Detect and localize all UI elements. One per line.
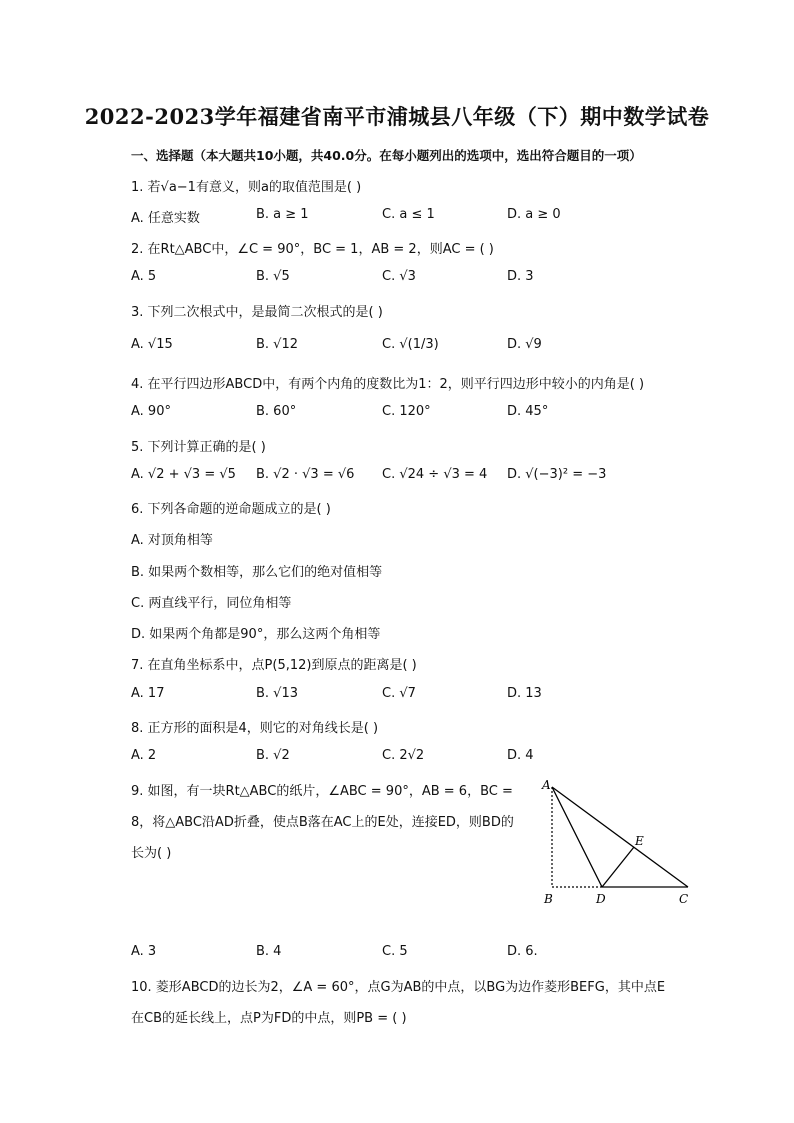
q4-option-a: A. 90° [131,404,171,419]
label-e: E [635,834,644,848]
segment-de [602,847,634,887]
q1-option-c: C. a ≤ 1 [382,207,435,222]
q4-option-c: C. 120° [382,404,431,419]
question-7-stem: 7. 在直角坐标系中，点P(5,12)到原点的距离是( ) [131,658,417,673]
question-9-line-2: 8，将△ABC沿AD折叠，使点B落在AC上的E处，连接ED，则BD的 [131,815,514,830]
q9-option-d: D. 6. [507,944,538,959]
q6-option-a: A. 对顶角相等 [131,533,213,548]
q8-option-b: B. √2 [256,748,290,763]
question-4-stem: 4. 在平行四边形ABCD中，有两个内角的度数比为1：2，则平行四边形中较小的内角是( ) [131,377,645,392]
question-8-stem: 8. 正方形的面积是4，则它的对角线长是( ) [131,721,379,736]
segment-ad [552,787,602,887]
question-1-stem: 1. 若√a−1有意义，则a的取值范围是( ) [131,180,362,195]
q4-option-b: B. 60° [256,404,297,419]
question-10-line-1: 10. 菱形ABCD的边长为2，∠A = 60°，点G为AB的中点，以BG为边作菱形BEFG，其中点E [131,980,666,995]
label-b: B [544,892,553,906]
question-5-stem: 5. 下列计算正确的是( ) [131,440,266,455]
q6-option-c: C. 两直线平行，同位角相等 [131,596,292,611]
section-heading: 一、选择题（本大题共10小题，共40.0分。在每小题列出的选项中，选出符合题目的一项） [131,148,642,163]
q5-option-d: D. √(−3)² = −3 [507,467,607,482]
q5-option-b: B. √2 · √3 = √6 [256,467,355,482]
q9-option-a: A. 3 [131,944,157,959]
q5-option-c: C. √24 ÷ √3 = 4 [382,467,488,482]
q5-option-a: A. √2 + √3 = √5 [131,467,236,482]
q8-option-a: A. 2 [131,748,157,763]
q2-option-a: A. 5 [131,269,157,284]
segment-ac [552,787,688,887]
label-a: A [542,778,551,792]
q1-option-b: B. a ≥ 1 [256,207,309,222]
q2-option-b: B. √5 [256,269,290,284]
q6-option-b: B. 如果两个数相等，那么它们的绝对值相等 [131,565,383,580]
q2-option-c: C. √3 [382,269,416,284]
label-c: C [679,892,689,906]
q7-option-d: D. 13 [507,686,542,701]
q8-option-d: D. 4 [507,748,534,763]
q3-option-a: A. √15 [131,337,173,352]
q7-option-c: C. √7 [382,686,416,701]
triangle-figure [538,775,708,910]
q9-option-b: B. 4 [256,944,282,959]
question-10-line-2: 在CB的延长线上，点P为FD的中点，则PB = ( ) [131,1011,407,1026]
q6-option-d: D. 如果两个角都是90°，那么这两个角相等 [131,627,381,642]
question-6-stem: 6. 下列各命题的逆命题成立的是( ) [131,502,331,517]
q1-option-d: D. a ≥ 0 [507,207,561,222]
page-title: 2022-2023学年福建省南平市浦城县八年级（下）期中数学试卷 [84,104,710,129]
q7-option-a: A. 17 [131,686,165,701]
q2-option-d: D. 3 [507,269,534,284]
q9-option-c: C. 5 [382,944,408,959]
q8-option-c: C. 2√2 [382,748,425,763]
question-9-line-1: 9. 如图，有一块Rt△ABC的纸片，∠ABC = 90°，AB = 6，BC = [131,784,513,799]
q7-option-b: B. √13 [256,686,299,701]
q1-option-a: A. 任意实数 [131,211,200,226]
q3-option-c: C. √(1/3) [382,337,439,352]
question-3-stem: 3. 下列二次根式中，是最简二次根式的是( ) [131,305,383,320]
question-2-stem: 2. 在Rt△ABC中，∠C = 90°，BC = 1，AB = 2，则AC = ( ) [131,242,494,257]
question-9-line-3: 长为( ) [131,846,172,861]
q3-option-d: D. √9 [507,337,542,352]
label-d: D [596,892,606,906]
q4-option-d: D. 45° [507,404,549,419]
q3-option-b: B. √12 [256,337,299,352]
